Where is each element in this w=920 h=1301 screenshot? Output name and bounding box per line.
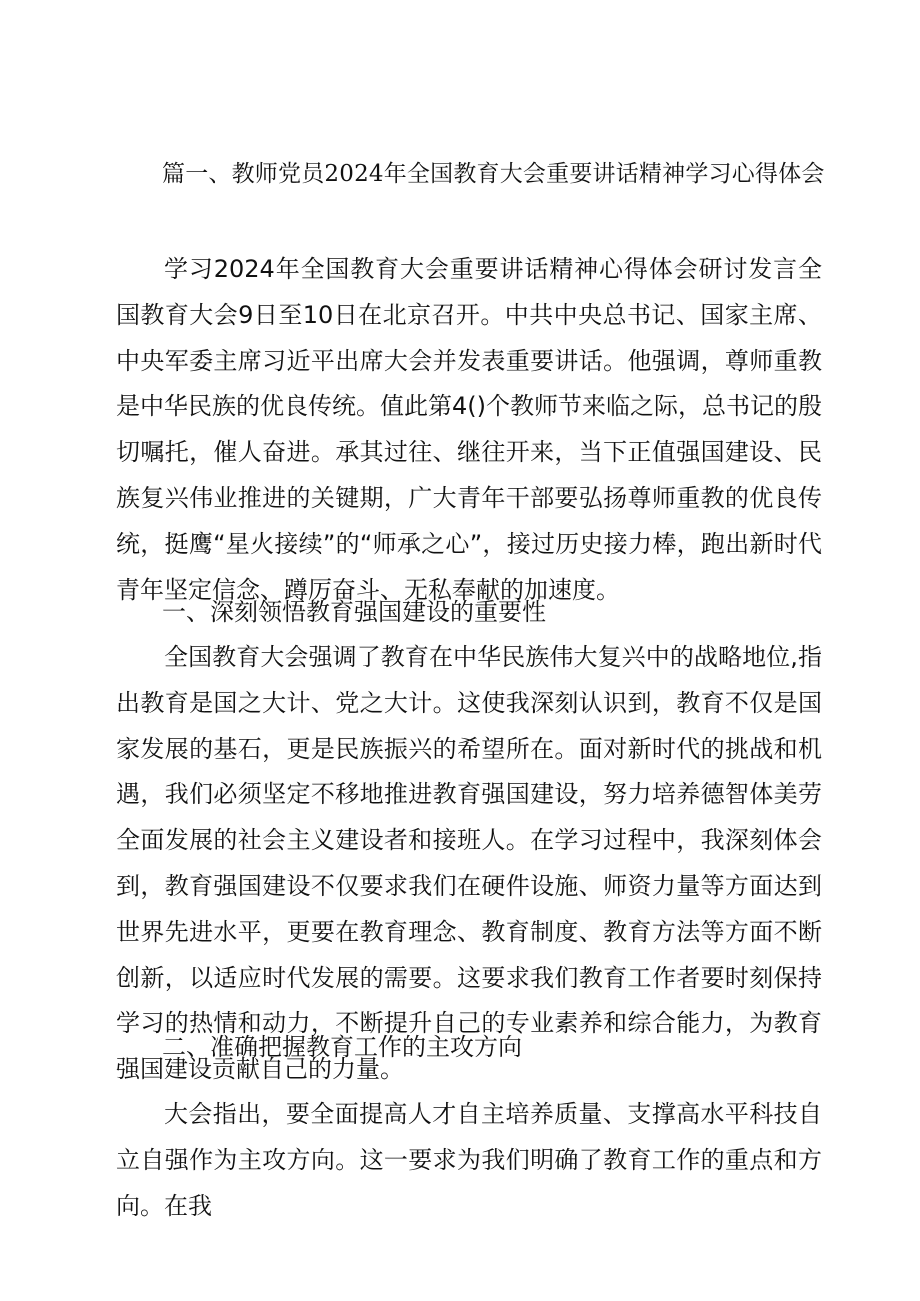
section-2-paragraph: 大会指出，要全面提高人才自主培养质量、支撑高水平科技自立自强作为主攻方向。这一要求为我们明确了教育工作的重点和方向。在我 — [116, 1100, 822, 1220]
section-1-paragraph: 全国教育大会强调了教育在中华民族伟大复兴中的战略地位,指出教育是国之大计、党之大计。这使我深刻认识到，教育不仅是国家发展的基石，更是民族振兴的希望所在。面对新时代的挑战和机遇，我们必须坚定不移地推进教育强国建设，努力培养德智体美劳全面发展的社会主义建设者和接班人。在学习过程中，我深刻体会到，教育强国建设不仅要求我们在硬件设施、师资力量等方面达到世界先进水平，更要在教育理念、教育制度、教育方法等方面不断创新，以适应时代发展的需要。这要求我们教育工作者要时刻保持学习的热情和动力，不断提升自己的专业素养和综合能力，为教育强国建设贡献自己的力量。 — [116, 643, 822, 1084]
section-heading-2: 二、准确把握教育工作的主攻方向 — [162, 1033, 522, 1061]
intro-paragraph: 学习2024年全国教育大会重要讲话精神心得体会研讨发言全国教育大会9日至10日在北京召开。中共中央总书记、国家主席、中央军委主席习近平出席大会并发表重要讲话。他强调，尊师重教是中华民族的优良传统。值此第4()个教师节来临之际，总书记的殷切嘱托，催人奋进。承其过往、继往开来，当下正值强国建设、民族复兴伟业推进的关键期，广大青年干部要弘扬尊师重教的优良传统，挺鹰“星火接续”的“师承之心”，接过历史接力棒，跑出新时代青年坚定信念、蹲厉奋斗、无私奉献的加速度。 — [116, 255, 822, 604]
document-title: 篇一、教师党员2024年全国教育大会重要讲话精神学习心得体会 — [162, 161, 825, 187]
section-heading-1: 一、深刻领悟教育强国建设的重要性 — [162, 598, 546, 626]
